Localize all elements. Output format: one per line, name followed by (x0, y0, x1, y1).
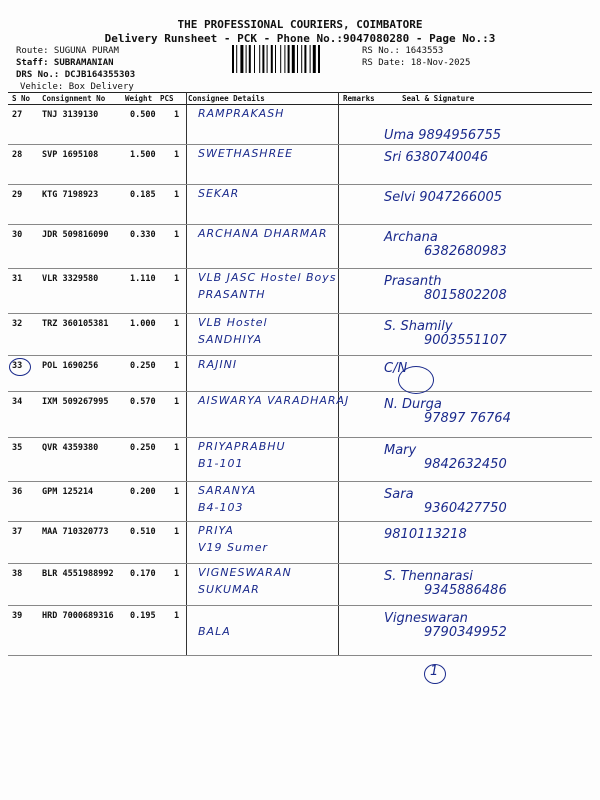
row-divider (8, 268, 592, 269)
row-consignee-name: SWETHASHREE (198, 147, 294, 160)
row-signature-phone: 9360427750 (424, 501, 507, 516)
row-divider (8, 481, 592, 482)
row-weight: 0.185 (130, 190, 156, 200)
row-pcs: 1 (174, 110, 180, 120)
rs-number: RS No.: 1643553 (362, 46, 444, 56)
row-consignee-extra: PRASANTH (198, 288, 266, 301)
consignee-divider (186, 92, 187, 655)
rs-date: RS Date: 18-Nov-2025 (362, 58, 471, 68)
row-consignment-no: KTG 7198923 (42, 190, 99, 200)
row-weight: 0.510 (130, 527, 156, 537)
row-signature-phone: 6382680983 (424, 244, 507, 259)
row-pcs: 1 (174, 611, 180, 621)
row-weight: 0.500 (130, 110, 156, 120)
row-divider (8, 437, 592, 438)
row-sno: 38 (12, 569, 23, 579)
drs-label: DRS No.: DCJB164355303 (16, 70, 136, 80)
row-pcs: 1 (174, 230, 180, 240)
col-sno-header: S No (12, 94, 31, 103)
row-weight: 0.200 (130, 487, 156, 497)
row-divider (8, 144, 592, 145)
row-signature: C/N (384, 361, 408, 376)
route-label: Route: SUGUNA PURAM (16, 46, 119, 56)
row-sno: 32 (12, 319, 23, 329)
row-consignee-extra: B4-103 (198, 501, 244, 514)
row-consignment-no: POL 1690256 (42, 361, 99, 371)
row-weight: 0.250 (130, 443, 156, 453)
row-signature: Sri 6380740046 (384, 150, 489, 165)
row-signature-phone: 9790349952 (424, 625, 507, 640)
row-weight: 1.110 (130, 274, 156, 284)
remarks-divider (338, 92, 339, 655)
row-sno: 28 (12, 150, 23, 160)
header-bottom-rule (8, 104, 592, 105)
row-pcs: 1 (174, 569, 180, 579)
row-consignment-no: TNJ 3139130 (42, 110, 99, 120)
row-consignment-no: MAA 710320773 (42, 527, 109, 537)
row-pcs: 1 (174, 487, 180, 497)
row-consignee-name: AISWARYA VARADHARAJ (198, 394, 350, 407)
staff-label: Staff: SUBRAMANIAN (16, 58, 114, 68)
row-signature: Selvi 9047266005 (384, 190, 503, 205)
col-remarks-header: Remarks (343, 94, 375, 103)
row-weight: 0.570 (130, 397, 156, 407)
runsheet-subtitle: Delivery Runsheet - PCK - Phone No.:9047080280 - Page No.:3 (104, 32, 496, 45)
row-signature: S. Thennarasi (384, 569, 473, 584)
row-weight: 1.000 (130, 319, 156, 329)
row-signature: Archana (384, 230, 438, 245)
row-weight: 0.195 (130, 611, 156, 621)
row-weight: 1.500 (130, 150, 156, 160)
row-consignee-name: ARCHANA DHARMAR (198, 227, 328, 240)
row-sno: 27 (12, 110, 23, 120)
row-signature: N. Durga (384, 397, 442, 412)
row-divider (8, 313, 592, 314)
row-consignee-name: PRIYA (198, 524, 234, 537)
col-consignment-header: Consignment No (42, 94, 106, 103)
row-pcs: 1 (174, 190, 180, 200)
row-sno: 34 (12, 397, 23, 407)
row-consignee-name: RAMPRAKASH (198, 107, 285, 120)
row-consignment-no: HRD 7000689316 (42, 611, 114, 621)
row-sno: 39 (12, 611, 23, 621)
row-consignee-extra: SANDHIYA (198, 333, 263, 346)
row-pcs: 1 (174, 319, 180, 329)
row-signature: Prasanth (384, 274, 442, 289)
row-33-circle-mark (9, 358, 31, 376)
company-title: THE PROFESSIONAL COURIERS, COIMBATORE (177, 18, 423, 31)
row-consignee-extra: SUKUMAR (198, 583, 260, 596)
row-weight: 0.330 (130, 230, 156, 240)
row-consignee-name: VLB Hostel (198, 316, 268, 329)
row-sno: 33 (12, 361, 23, 371)
row-consignee-name: PRIYAPRABHU (198, 440, 286, 453)
row-sno: 31 (12, 274, 23, 284)
row-consignment-no: TRZ 360105381 (42, 319, 109, 329)
row-sno: 30 (12, 230, 23, 240)
row-consignment-no: SVP 1695108 (42, 150, 99, 160)
row-signature: Uma 9894956755 (384, 128, 501, 143)
row-pcs: 1 (174, 527, 180, 537)
row-consignment-no: QVR 4359380 (42, 443, 99, 453)
row-divider (8, 391, 592, 392)
page-mark: 1 (430, 664, 439, 679)
row-signature-phone: 8015802208 (424, 288, 507, 303)
row-divider (8, 224, 592, 225)
row-consignee-name: SARANYA (198, 484, 257, 497)
row-signature: S. Shamily (384, 319, 453, 334)
row-weight: 0.170 (130, 569, 156, 579)
row-pcs: 1 (174, 443, 180, 453)
row-consignee-extra: V19 Sumer (198, 541, 268, 554)
row-consignment-no: VLR 3329580 (42, 274, 99, 284)
col-pcs-header: PCS (160, 94, 174, 103)
vehicle-label: Vehicle: Box Delivery (20, 82, 134, 92)
row-consignment-no: BLR 4551988992 (42, 569, 114, 579)
col-consignee-header: Consignee Details (188, 94, 265, 103)
table-top-rule (8, 92, 592, 93)
row-consignee-name: VIGNESWARAN (198, 566, 292, 579)
row-consignee-extra: B1-101 (198, 457, 244, 470)
col-sign-header: Seal & Signature (402, 94, 475, 103)
cn-circle-mark (398, 366, 434, 394)
row-divider (8, 521, 592, 522)
row-consignee-name: VLB JASC Hostel Boys (198, 271, 337, 284)
row-sno: 36 (12, 487, 23, 497)
row-pcs: 1 (174, 150, 180, 160)
row-signature-phone: 97897 76764 (424, 411, 511, 426)
row-consignee-extra: BALA (198, 625, 231, 638)
row-divider (8, 605, 592, 606)
row-signature-phone: 9345886486 (424, 583, 507, 598)
barcode-image (232, 45, 358, 73)
row-consignment-no: JDR 509816090 (42, 230, 109, 240)
row-signature: Vigneswaran (384, 611, 468, 626)
row-consignee-name: SEKAR (198, 187, 240, 200)
row-sno: 29 (12, 190, 23, 200)
row-divider (8, 184, 592, 185)
row-pcs: 1 (174, 361, 180, 371)
row-pcs: 1 (174, 274, 180, 284)
row-signature-phone: 9842632450 (424, 457, 507, 472)
row-divider (8, 355, 592, 356)
row-signature-phone: 9003551107 (424, 333, 507, 348)
row-consignment-no: IXM 509267995 (42, 397, 109, 407)
row-signature: 9810113218 (384, 527, 467, 542)
row-divider (8, 563, 592, 564)
row-consignment-no: GPM 125214 (42, 487, 94, 497)
row-weight: 0.250 (130, 361, 156, 371)
col-weight-header: Weight (125, 94, 153, 103)
row-signature: Sara (384, 487, 414, 502)
row-pcs: 1 (174, 397, 180, 407)
row-consignee-name: RAJINI (198, 358, 238, 371)
row-signature: Mary (384, 443, 417, 458)
row-divider (8, 655, 592, 656)
row-sno: 35 (12, 443, 23, 453)
row-sno: 37 (12, 527, 23, 537)
